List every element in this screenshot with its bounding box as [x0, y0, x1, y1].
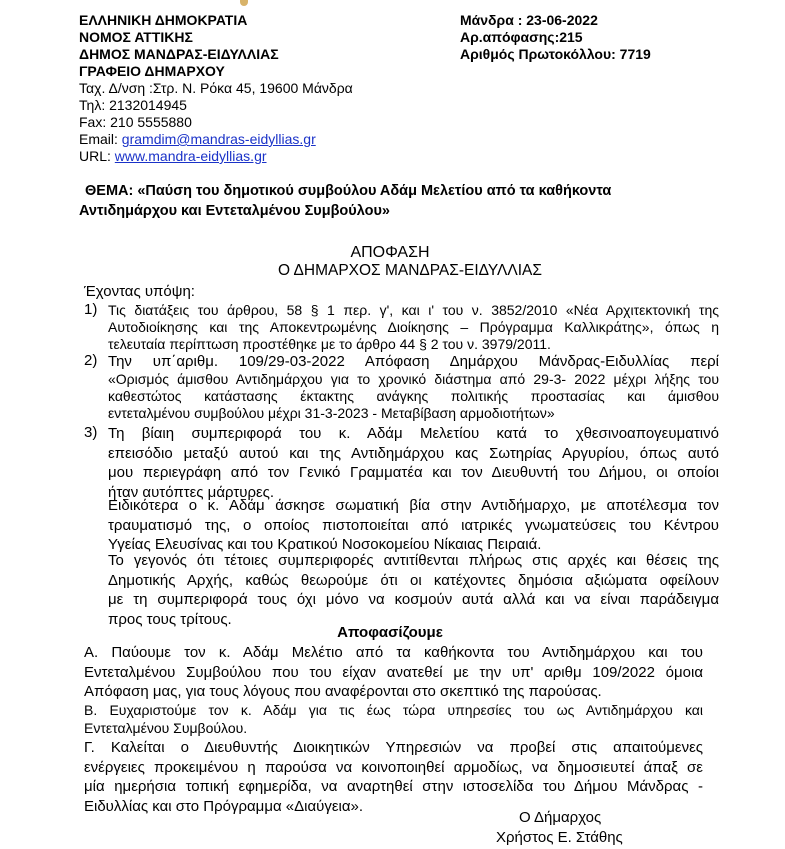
mayor-heading: Ο ΔΗΜΑΡΧΟΣ ΜΑΝΔΡΑΣ-ΕΙΔΥΛΛΙΑΣ: [278, 262, 542, 279]
header-left: [79, 12, 279, 80]
item-number-1: 1): [84, 301, 98, 318]
item-2-line: εντεταλμένου συμβούλου μέχρι 31-3-2023 - Μεταβίβαση αρμοδιοτήτων»: [108, 405, 555, 421]
item-3: [108, 424, 719, 502]
resolution-b-line: Εντεταλμένου Συμβούλου.: [84, 720, 248, 736]
item-3-detail-line: Υγείας Ελευσίνας και του Κρατικού Νοσοκομείου Νίκαιας Πειραιά.: [108, 536, 542, 554]
header-right: [460, 12, 651, 63]
header-country: ΕΛΛΗΝΙΚΗ ΔΗΜΟΚΡΑΤΙΑ: [79, 12, 248, 28]
item-number-3: 3): [84, 424, 98, 441]
signature-name: Χρήστος Ε. Στάθης: [496, 829, 623, 846]
item-3-line: επεισόδιο μεταξύ αυτού και της Αντιδημάρχου κας Σωτηρίας Αργυρίου, όπως αυτό: [108, 444, 719, 462]
item-3-reasoning-line: Δημοτικής Αρχής, καθώς θεωρούμε ότι οι κατέχοντες δημόσια αξιώματα οφείλουν: [108, 571, 719, 589]
considering-intro: Έχοντας υπόψη:: [84, 283, 195, 300]
resolution-c-line: μία ημερήσια τοπική εφημερίδα, να αναρτηθεί στην ιστοσελίδα του Δήμου Μάνδρας -: [84, 778, 703, 796]
item-3-line: μου περιεγράφη από τον Γενικό Γραμματέα και τον Διευθυντή του Δήμου, οι οποίοι: [108, 464, 719, 482]
resolution-a-line: Α. Παύουμε τον κ. Αδάμ Μελέτιο από τα καθήκοντα του Αντιδημάρχου και του: [84, 644, 703, 661]
item-1-line: Τις διατάξεις του άρθρου, 58 § 1 περ. γ', και ι' του ν. 3852/2010 «Νέα Αρχιτεκτονική της: [108, 302, 719, 318]
item-3-line: Τη βίαιη συμπεριφορά του κ. Αδάμ Μελετίου κατά το χθεσινοαπογευματινό: [108, 425, 719, 442]
item-3-reasoning-line: με τη συμπεριφορά τους όχι μόνο να κοσμούν αυτά αλλά και να είναι παράδειγμα: [108, 591, 719, 609]
item-3-line: ήταν αυτόπτες μάρτυρες.: [108, 483, 275, 501]
item-1: [108, 302, 719, 353]
item-2-line: Την υπ΄αριθμ. 109/29-03-2022 Απόφαση Δημάρχου Μάνδρας-Ειδυλλίας περί: [108, 353, 719, 370]
subject-line-2: Αντιδημάρχου και Εντεταλμένου Συμβούλου»: [79, 203, 390, 219]
resolution-b: [84, 701, 703, 737]
item-1-line: Αυτοδιοίκησης και της Αποκεντρωμένης Διοίκησης – Πρόγραμμα Καλλικράτης», όπως η: [108, 319, 719, 335]
email-link[interactable]: gramdim@mandras-eidyllias.gr: [121, 131, 316, 147]
resolution-a-line: Απόφαση μας, για τους λόγους που αναφέρονται στο σκεπτικό της παρούσας.: [84, 683, 602, 701]
resolution-a-line: Εντεταλμένου Συμβούλου που του είχαν ανατεθεί με την υπ' αριθμ 109/2022 όμοια: [84, 663, 703, 681]
contact-info: [79, 80, 353, 165]
item-3-reasoning-line: προς τους τρίτους.: [108, 610, 232, 628]
url-label: URL:: [79, 148, 115, 164]
signature-role: Ο Δήμαρχος: [519, 809, 602, 826]
emblem-icon: [240, 0, 248, 6]
document-date: Μάνδρα : 23-06-2022: [460, 12, 598, 28]
item-1-line: τελευταία περίπτωση προστέθηκε με το άρθρο 44 § 2 του ν. 3979/2011.: [108, 336, 551, 352]
resolution-c: [84, 738, 703, 816]
item-2: [108, 352, 719, 422]
decision-number: Αρ.απόφασης:215: [460, 29, 583, 45]
header-prefecture: ΝΟΜΟΣ ΑΤΤΙΚΗΣ: [79, 29, 193, 45]
resolution-b-line: Β. Ευχαριστούμε τον κ. Αδάμ για τις έως τώρα υπηρεσίες του ως Αντιδημάρχου και: [84, 702, 703, 718]
decision-title: ΑΠΟΦΑΣΗ: [350, 244, 430, 261]
subject-line-1: ΘΕΜΑ: «Παύση του δημοτικού συμβούλου Αδάμ Μελετίου από τα καθήκοντα: [85, 183, 612, 199]
item-3-reasoning-line: Το γεγονός ότι τέτοιες συμπεριφορές αντιτίθενται πλήρως στις αρχές και θέσεις της: [108, 552, 719, 569]
subject: [79, 181, 719, 221]
item-3-details: [108, 496, 719, 555]
item-2-line: καθεστώτος κατάστασης έκτακτης ανάγκης πολιτικής προστασίας και άμισθου: [108, 388, 719, 404]
resolution-c-line: ενέργειες προκειμένου η παρούσα να κοινοποιηθεί αρμοδίως, να δημοσιευτεί άπαξ σε: [84, 758, 703, 776]
fax: Fax: 210 5555880: [79, 114, 192, 130]
header-office: ΓΡΑΦΕΙΟ ΔΗΜΑΡΧΟΥ: [79, 63, 225, 79]
phone: Τηλ: 2132014945: [79, 97, 187, 113]
resolve-title: Αποφασίζουμε: [337, 624, 443, 641]
item-3-reasoning: [108, 551, 719, 629]
email-label: Email:: [79, 131, 122, 147]
website-link[interactable]: www.mandra-eidyllias.gr: [114, 148, 267, 164]
protocol-number: Αριθμός Πρωτοκόλλου: 7719: [460, 46, 651, 62]
url-line: [79, 148, 353, 165]
item-3-detail-line: τραυματισμό της, ο οποίος πιστοποιείται από ιατρικές γνωματεύσεις του Κέντρου: [108, 516, 719, 534]
resolution-a: [84, 643, 703, 702]
resolution-c-line: Γ. Καλείται ο Διευθυντής Διοικητικών Υπηρεσιών να προβεί στις απαιτούμενες: [84, 739, 703, 756]
item-3-detail-line: Ειδικότερα ο κ. Αδάμ άσκησε σωματική βία στην Αντιδήμαρχο, με αποτέλεσμα τον: [108, 497, 719, 514]
address: Ταχ. Δ/νση :Στρ. Ν. Ρόκα 45, 19600 Μάνδρα: [79, 80, 353, 96]
item-number-2: 2): [84, 352, 98, 369]
resolution-c-line: Ειδυλλίας και στο Πρόγραμμα «Διαύγεια».: [84, 797, 364, 815]
header-municipality: ΔΗΜΟΣ ΜΑΝΔΡΑΣ-ΕΙΔΥΛΛΙΑΣ: [79, 46, 279, 62]
email-line: [79, 131, 353, 148]
item-2-line: «Ορισμός άμισθου Αντιδημάρχου για το χρονικό διάστημα από 29-3- 2022 μέχρι λήξης του: [108, 371, 719, 387]
